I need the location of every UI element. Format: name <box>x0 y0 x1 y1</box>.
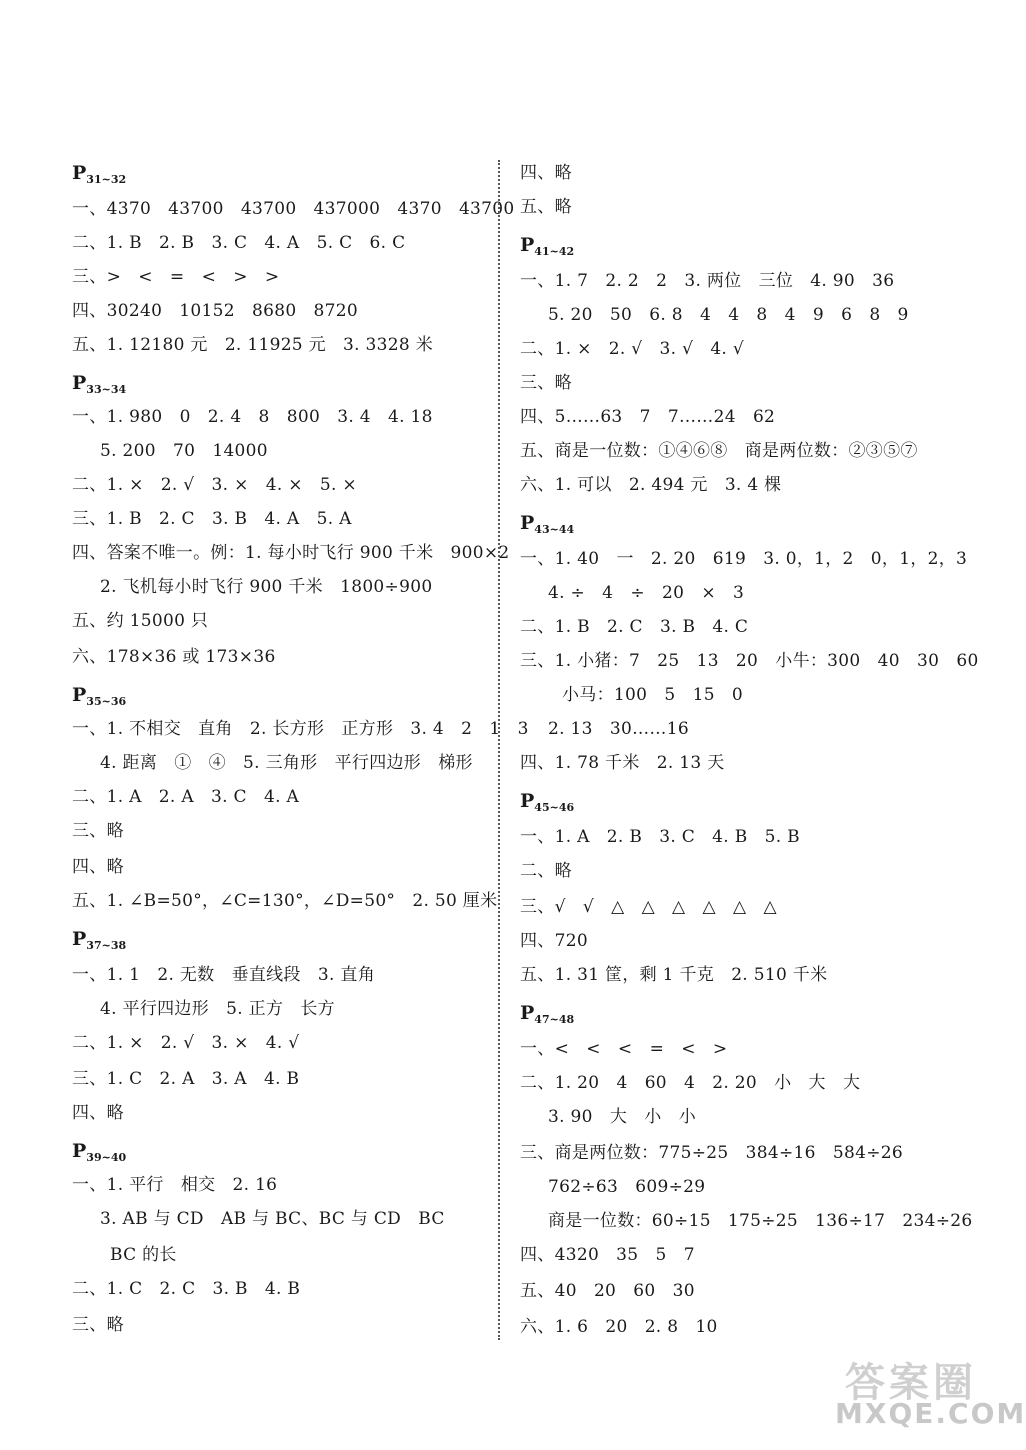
answer-line: 六、1. 6 20 2. 8 10 <box>520 1317 718 1337</box>
section-heading: $P_{39\sim 40}$ <box>72 1140 127 1164</box>
answer-line: 二、略 <box>520 861 572 881</box>
section-heading: $P_{41\sim 42}$ <box>520 234 575 258</box>
answer-line: 四、略 <box>72 857 124 877</box>
answer-line: 五、1. ∠B=50°，∠C=130°，∠D=50° 2. 50 厘米 <box>72 891 498 911</box>
answer-line: 三、商是两位数：775÷25 384÷16 584÷26 <box>520 1143 903 1163</box>
answer-line: 六、1. 可以 2. 494 元 3. 4 棵 <box>520 475 782 495</box>
answer-line: 五、1. 31 筐，剩 1 千克 2. 510 千米 <box>520 965 828 985</box>
section-heading: $P_{37\sim 38}$ <box>72 928 127 952</box>
answer-line: 4. 距离 ① ④ 5. 三角形 平行四边形 梯形 <box>100 753 473 773</box>
answer-line: 二、1. C 2. C 3. B 4. B <box>72 1279 301 1299</box>
answer-line: 三、√ √ △ △ △ △ △ △ <box>520 897 777 917</box>
column-divider <box>498 160 500 1340</box>
answer-line: 小马：100 5 15 0 <box>562 685 744 705</box>
answer-line: 五、40 20 60 30 <box>520 1281 695 1301</box>
section-heading: $P_{47\sim 48}$ <box>520 1002 575 1026</box>
answer-line: 三、1. B 2. C 3. B 4. A 5. A <box>72 509 352 529</box>
answer-line: 三、1. C 2. A 3. A 4. B <box>72 1069 300 1089</box>
answer-line: 五、1. 12180 元 2. 11925 元 3. 3328 米 <box>72 335 434 355</box>
answer-line: 3. 90 大 小 小 <box>548 1107 696 1127</box>
answer-line: 三、略 <box>72 1315 124 1335</box>
answer-line: 四、略 <box>520 163 572 183</box>
answer-line: 五、商是一位数：①④⑥⑧ 商是两位数：②③⑤⑦ <box>520 441 918 461</box>
section-heading: $P_{31\sim 32}$ <box>72 162 127 186</box>
section-heading: $P_{43\sim 44}$ <box>520 512 575 536</box>
answer-line: 二、1. B 2. C 3. B 4. C <box>520 617 749 637</box>
answer-line: 一、1. 1 2. 无数 垂直线段 3. 直角 <box>72 965 376 985</box>
answer-line: 二、1. 20 4 60 4 2. 20 小 大 大 <box>520 1073 861 1093</box>
section-heading: $P_{33\sim 34}$ <box>72 372 127 396</box>
answer-line: 三、略 <box>520 373 572 393</box>
answer-line: 三、> < = < > > <box>72 267 280 287</box>
answer-line: BC 的长 <box>110 1245 177 1265</box>
answer-line: 一、< < < = < > <box>520 1039 728 1059</box>
answer-line: 二、1. × 2. √ 3. × 4. √ <box>72 1033 300 1053</box>
answer-line: 二、1. A 2. A 3. C 4. A <box>72 787 300 807</box>
answer-line: 3. AB 与 CD AB 与 BC、BC 与 CD BC <box>100 1209 445 1229</box>
answer-line: 一、1. 平行 相交 2. 16 <box>72 1175 278 1195</box>
answer-line: 五、略 <box>520 197 572 217</box>
answer-line: 三、1. 小猪：7 25 13 20 小牛：300 40 30 60 <box>520 651 979 671</box>
answer-line: 2. 13 30……16 <box>548 719 689 739</box>
answer-line: 二、1. × 2. √ 3. × 4. × 5. × <box>72 475 357 495</box>
answer-line: 5. 200 70 14000 <box>100 441 268 461</box>
answer-line: 5. 20 50 6. 8 4 4 8 4 9 6 8 9 <box>548 305 909 325</box>
answer-line: 4. 平行四边形 5. 正方 长方 <box>100 999 335 1019</box>
answer-line: 一、1. 980 0 2. 4 8 800 3. 4 4. 18 <box>72 407 433 427</box>
answer-line: 四、4320 35 5 7 <box>520 1245 695 1265</box>
answer-line: 二、1. B 2. B 3. C 4. A 5. C 6. C <box>72 233 406 253</box>
answer-line: 四、答案不唯一。例：1. 每小时飞行 900 千米 900×2 <box>72 543 510 563</box>
answer-line: 四、5……63 7 7……24 62 <box>520 407 776 427</box>
answer-line: 一、1. 7 2. 2 2 3. 两位 三位 4. 90 36 <box>520 271 895 291</box>
answer-line: 二、1. × 2. √ 3. √ 4. √ <box>520 339 744 359</box>
answer-line: 四、1. 78 千米 2. 13 天 <box>520 753 725 773</box>
answer-line: 一、1. 40 一 2. 20 619 3. 0，1，2 0，1，2，3 <box>520 549 968 569</box>
answer-line: 一、1. A 2. B 3. C 4. B 5. B <box>520 827 800 847</box>
answer-line: 商是一位数：60÷15 175÷25 136÷17 234÷26 <box>548 1211 973 1231</box>
answer-line: 四、30240 10152 8680 8720 <box>72 301 359 321</box>
answer-line: 五、约 15000 只 <box>72 611 209 631</box>
answer-line: 三、略 <box>72 821 124 841</box>
answer-line: 四、略 <box>72 1103 124 1123</box>
answer-line: 2. 飞机每小时飞行 900 千米 1800÷900 <box>100 577 433 597</box>
answer-line: 一、4370 43700 43700 437000 4370 43700 <box>72 199 515 219</box>
answer-line: 4. ÷ 4 ÷ 20 × 3 <box>548 583 745 603</box>
answer-line: 六、178×36 或 173×36 <box>72 647 276 667</box>
answer-line: 一、1. 不相交 直角 2. 长方形 正方形 3. 4 2 1 3 <box>72 719 529 739</box>
section-heading: $P_{35\sim 36}$ <box>72 684 127 708</box>
answer-line: 四、720 <box>520 931 588 951</box>
watermark-url: MXQE.COM <box>835 1397 1026 1430</box>
watermark-logo: 答案圈 <box>845 1360 977 1406</box>
site-watermark <box>835 1345 1026 1445</box>
section-heading: $P_{45\sim 46}$ <box>520 790 575 814</box>
answer-line: 762÷63 609÷29 <box>548 1177 706 1197</box>
